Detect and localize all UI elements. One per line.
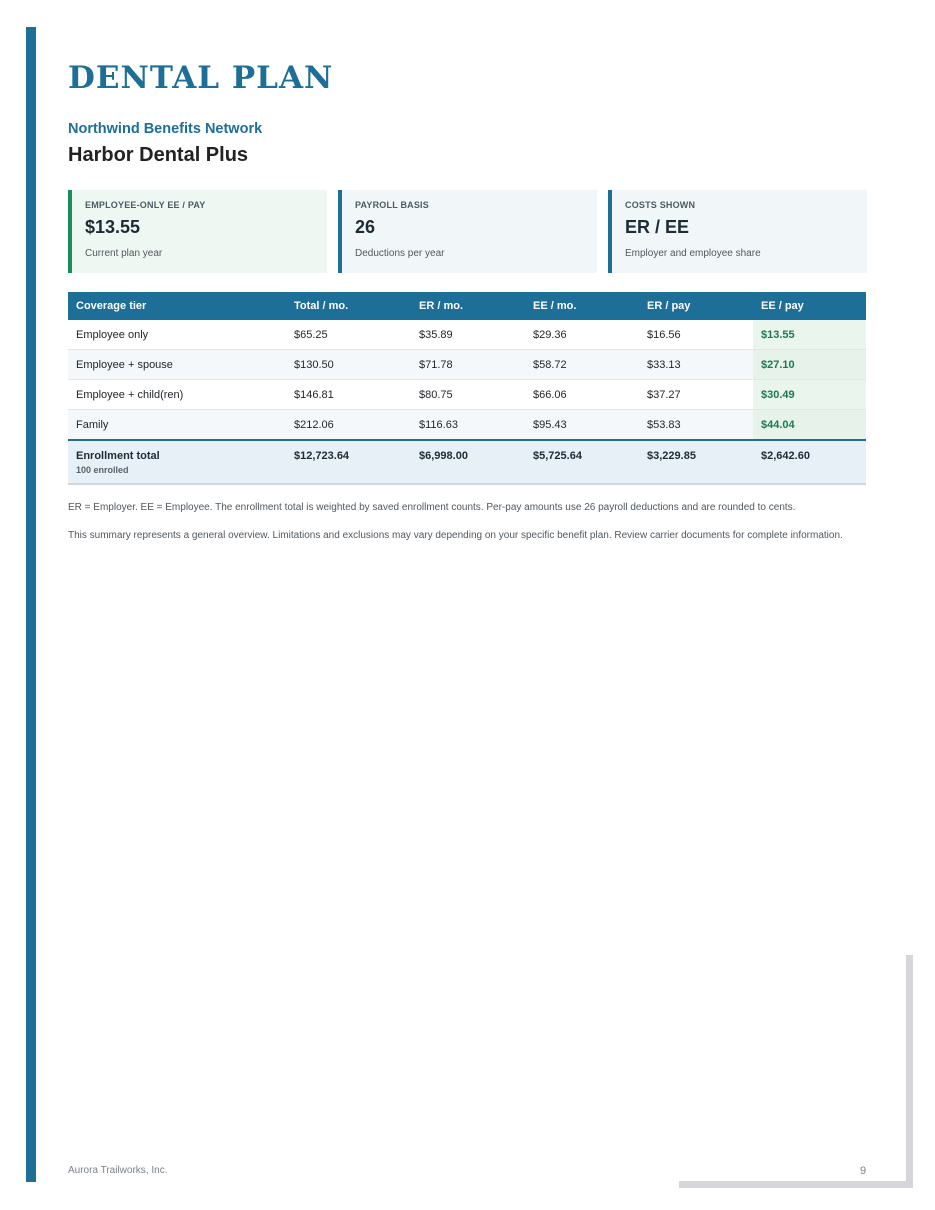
cell-total-mo: $146.81 [286, 380, 411, 410]
table-header-row [68, 292, 866, 320]
cell-ee-mo: $29.36 [525, 320, 639, 350]
total-label: Enrollment total [76, 450, 160, 462]
total-ee-mo: $5,725.64 [525, 440, 639, 484]
page-corner-shadow-horizontal [679, 1181, 913, 1188]
cell-er-mo: $80.75 [411, 380, 525, 410]
total-label-cell [68, 440, 286, 484]
card-value: ER / EE [625, 217, 690, 237]
card-employee-only-pay [68, 190, 327, 273]
table-row [68, 410, 866, 441]
note-disclaimer: This summary represents a general overview. Limitations and exclusions may vary depending on your specific benefit plan. Review carrier documents for complete information. [68, 530, 843, 541]
table-row [68, 350, 866, 380]
card-value: 26 [355, 217, 376, 237]
cell-ee-pay: $44.04 [753, 410, 866, 441]
cell-er-mo: $71.78 [411, 350, 525, 380]
card-label: EMPLOYEE-ONLY EE / PAY [85, 200, 206, 210]
page-title: DENTAL PLAN [68, 60, 334, 96]
header-total-mo: Total / mo. [286, 292, 411, 320]
cell-ee-mo: $66.06 [525, 380, 639, 410]
cell-er-pay: $16.56 [639, 320, 753, 350]
cell-ee-pay: $13.55 [753, 320, 866, 350]
enrolled-count: 100 enrolled [76, 465, 129, 475]
card-costs-shown [608, 190, 867, 273]
left-accent-bar [26, 27, 36, 1182]
table-row [68, 320, 866, 350]
cell-tier: Employee + child(ren) [68, 380, 286, 410]
header-coverage-tier: Coverage tier [68, 292, 286, 320]
cell-er-pay: $37.27 [639, 380, 753, 410]
cell-ee-pay: $27.10 [753, 350, 866, 380]
total-er-pay: $3,229.85 [639, 440, 753, 484]
cell-ee-mo: $95.43 [525, 410, 639, 441]
plan-name: Harbor Dental Plus [68, 144, 249, 166]
cell-tier: Employee + spouse [68, 350, 286, 380]
cell-total-mo: $130.50 [286, 350, 411, 380]
card-subtext: Deductions per year [355, 248, 445, 259]
page-corner-shadow-vertical [906, 955, 913, 1188]
card-label: PAYROLL BASIS [355, 200, 429, 210]
cell-tier: Employee only [68, 320, 286, 350]
note-definitions: ER = Employer. EE = Employee. The enrollment total is weighted by saved enrollment counts. Per-pay amounts use 26 payroll deductions and are rounded to cents. [68, 502, 796, 513]
cell-tier: Family [68, 410, 286, 441]
card-subtext: Current plan year [85, 248, 163, 259]
card-payroll-basis [338, 190, 597, 273]
cell-er-mo: $35.89 [411, 320, 525, 350]
page-number: 9 [860, 1165, 867, 1177]
table-row [68, 380, 866, 410]
cell-er-mo: $116.63 [411, 410, 525, 441]
cell-total-mo: $65.25 [286, 320, 411, 350]
header-er-pay: ER / pay [639, 292, 753, 320]
total-ee-pay: $2,642.60 [753, 440, 866, 484]
cell-ee-pay: $30.49 [753, 380, 866, 410]
cell-er-pay: $53.83 [639, 410, 753, 441]
table-total-row [68, 440, 866, 484]
total-er-mo: $6,998.00 [411, 440, 525, 484]
network-name: Northwind Benefits Network [68, 121, 263, 137]
rates-table [68, 292, 866, 485]
cell-total-mo: $212.06 [286, 410, 411, 441]
cell-er-pay: $33.13 [639, 350, 753, 380]
card-subtext: Employer and employee share [625, 248, 761, 259]
footer-company: Aurora Trailworks, Inc. [68, 1165, 168, 1176]
card-value: $13.55 [85, 217, 141, 237]
card-label: COSTS SHOWN [625, 200, 696, 210]
header-ee-mo: EE / mo. [525, 292, 639, 320]
summary-cards [68, 190, 866, 273]
total-total-mo: $12,723.64 [286, 440, 411, 484]
header-er-mo: ER / mo. [411, 292, 525, 320]
cell-ee-mo: $58.72 [525, 350, 639, 380]
header-ee-pay: EE / pay [753, 292, 866, 320]
